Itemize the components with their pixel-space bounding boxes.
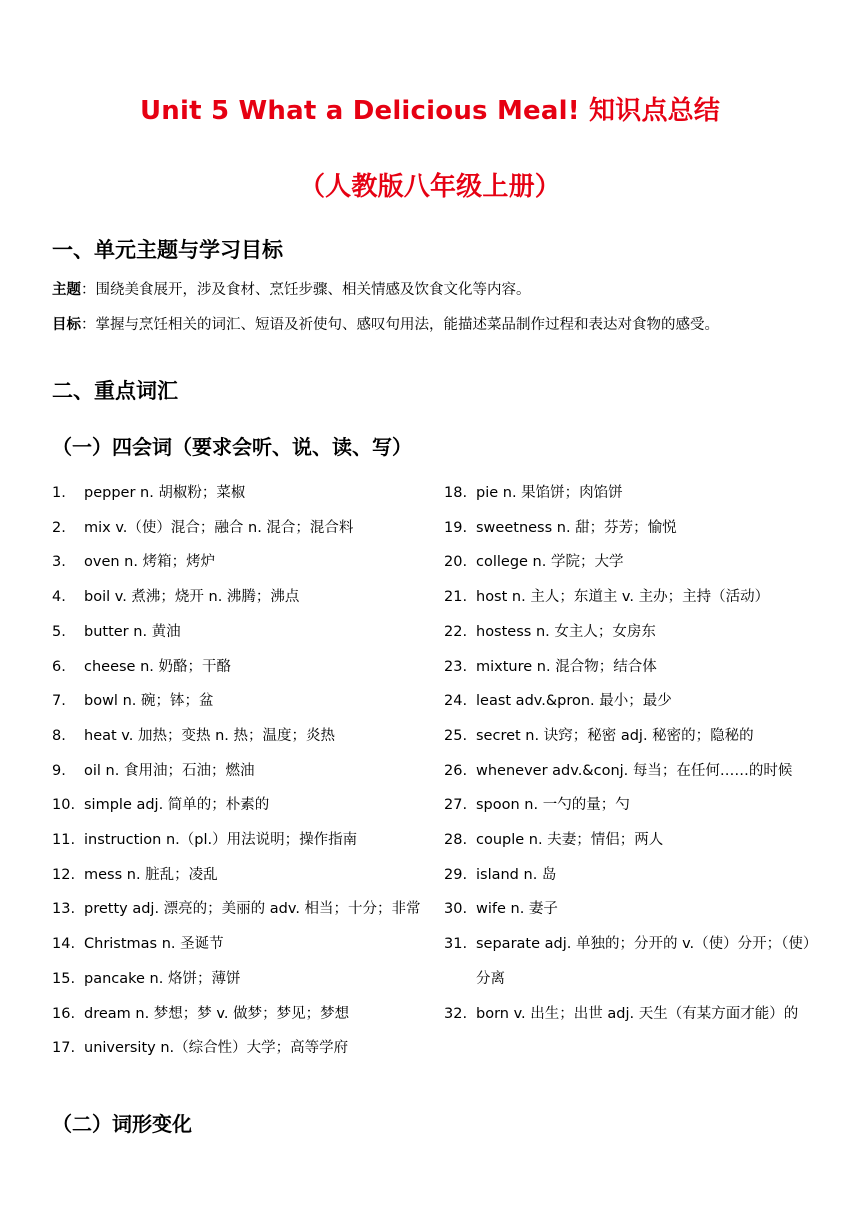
vocab-item — [444, 580, 820, 615]
vocab-item-number: 3. — [52, 554, 66, 571]
vocab-item-number: 23. — [444, 658, 468, 675]
vocab-item-text: hostess n. 女主人；女房东 — [476, 623, 656, 640]
vocab-item — [52, 545, 432, 580]
vocab-item — [52, 580, 432, 615]
vocab-item-number: 7. — [52, 693, 66, 710]
vocab-item-number: 14. — [52, 936, 76, 953]
vocab-item-number: 21. — [444, 589, 468, 606]
vocab-item-number: 24. — [444, 693, 468, 710]
vocab-item-text: born v. 出生；出世 adj. 天生（有某方面才能）的 — [476, 1005, 799, 1022]
vocab-item — [52, 858, 432, 893]
vocab-item — [444, 892, 820, 927]
vocab-item-number: 29. — [444, 866, 468, 883]
vocab-item — [444, 754, 820, 789]
vocab-item-text: boil v. 煮沸；烧开 n. 沸腾；沸点 — [84, 589, 300, 606]
vocab-item-text: university n.（综合性）大学；高等学府 — [84, 1040, 349, 1057]
vocab-item-text: bowl n. 碗；钵；盆 — [84, 693, 214, 710]
vocab-item — [52, 927, 432, 962]
vocab-item-number: 11. — [52, 832, 76, 849]
vocab-item-number: 6. — [52, 658, 66, 675]
document-subtitle: （人教版八年级上册） — [298, 172, 561, 202]
vocab-item-number: 28. — [444, 832, 468, 849]
theme-text: ：围绕美食展开，涉及食材、烹饪步骤、相关情感及饮食文化等内容。 — [81, 282, 531, 298]
vocab-item — [444, 615, 820, 650]
goal-line — [52, 315, 812, 335]
vocab-item-text: whenever adv.&conj. 每当；在任何……的时候 — [476, 762, 793, 779]
goal-label: 目标 — [52, 317, 81, 333]
vocab-item-text: wife n. 妻子 — [476, 901, 558, 918]
vocab-item — [52, 788, 432, 823]
vocab-item-text: mix v.（使）混合；融合 n. 混合；混合料 — [84, 519, 354, 536]
document-title: Unit 5 What a Delicious Meal! 知识点总结 — [139, 96, 721, 126]
vocab-item — [52, 615, 432, 650]
vocab-item — [52, 962, 432, 997]
vocab-item-number: 4. — [52, 589, 66, 606]
theme-label: 主题 — [52, 282, 81, 298]
vocab-item — [444, 545, 820, 580]
vocab-item-number: 17. — [52, 1040, 76, 1057]
subheading-word-forms: （二）词形变化 — [52, 1112, 192, 1136]
section-heading-goals: 一、单元主题与学习目标 — [52, 238, 283, 262]
vocab-item-text: oil n. 食用油；石油；燃油 — [84, 762, 255, 779]
vocab-item — [52, 1031, 432, 1066]
vocab-item-number: 26. — [444, 762, 468, 779]
vocab-item-text: oven n. 烤箱；烤炉 — [84, 554, 216, 571]
vocab-item-text: cheese n. 奶酪；干酪 — [84, 658, 231, 675]
vocab-item — [444, 823, 820, 858]
vocab-item-text: spoon n. 一勺的量；勺 — [476, 797, 630, 814]
vocab-item-number: 25. — [444, 727, 468, 744]
vocab-item-text: pancake n. 烙饼；薄饼 — [84, 970, 241, 987]
vocab-item-text: mixture n. 混合物；结合体 — [476, 658, 657, 675]
vocab-item — [52, 684, 432, 719]
vocab-list-left — [52, 476, 432, 1066]
vocab-item-text: butter n. 黄油 — [84, 623, 181, 640]
goal-text: ：掌握与烹饪相关的词汇、短语及祈使句、感叹句用法，能描述菜品制作过程和表达对食物的感受。 — [81, 317, 719, 333]
vocab-item-number: 32. — [444, 1005, 468, 1022]
vocab-item — [444, 927, 820, 996]
vocab-item — [52, 823, 432, 858]
vocab-item-number: 27. — [444, 797, 468, 814]
vocab-item — [444, 650, 820, 685]
vocab-item — [444, 858, 820, 893]
vocab-item — [444, 511, 820, 546]
vocab-item-number: 18. — [444, 485, 468, 501]
vocab-item-text: heat v. 加热；变热 n. 热；温度；炎热 — [84, 727, 335, 744]
vocab-item — [444, 476, 820, 511]
vocab-item — [444, 719, 820, 754]
vocab-item-number: 5. — [52, 623, 66, 640]
vocab-item-number: 22. — [444, 623, 468, 640]
vocab-item-number: 19. — [444, 519, 468, 536]
vocab-item — [52, 511, 432, 546]
vocab-item-text: instruction n.（pl.）用法说明；操作指南 — [84, 832, 358, 849]
vocab-item — [52, 719, 432, 754]
vocab-item-text: host n. 主人；东道主 v. 主办；主持（活动） — [476, 589, 770, 606]
vocab-item — [52, 892, 432, 927]
vocab-item-text: pretty adj. 漂亮的；美丽的 adv. 相当；十分；非常 — [84, 901, 421, 918]
vocab-item-number: 16. — [52, 1005, 76, 1022]
vocab-item-number: 2. — [52, 519, 66, 536]
vocab-item-number: 10. — [52, 797, 76, 814]
vocab-item-text: secret n. 诀窍；秘密 adj. 秘密的；隐秘的 — [476, 727, 754, 744]
vocab-item-text: mess n. 脏乱；凌乱 — [84, 866, 218, 883]
vocab-item-number: 15. — [52, 970, 76, 987]
vocab-item — [52, 754, 432, 789]
vocab-item-number: 13. — [52, 901, 76, 918]
vocab-item-number: 31. — [444, 936, 468, 953]
vocab-item-number: 20. — [444, 554, 468, 571]
vocab-item — [444, 684, 820, 719]
vocab-item-text: pie n. 果馅饼；肉馅饼 — [476, 485, 623, 501]
vocab-list-right — [444, 476, 820, 1031]
vocab-item-text: sweetness n. 甜；芬芳；愉悦 — [476, 519, 677, 536]
vocab-item — [52, 650, 432, 685]
vocab-item — [444, 997, 820, 1032]
theme-line — [52, 280, 812, 300]
vocab-item-text: separate adj. 单独的；分开的 v.（使）分开；（使）分离 — [476, 936, 818, 987]
vocab-item-text: pepper n. 胡椒粉；菜椒 — [84, 485, 246, 501]
section-heading-vocabulary: 二、重点词汇 — [52, 379, 178, 403]
vocab-item-text: dream n. 梦想；梦 v. 做梦；梦见；梦想 — [84, 1005, 350, 1022]
vocab-item — [52, 997, 432, 1032]
vocab-item-text: Christmas n. 圣诞节 — [84, 936, 224, 953]
subheading-four-skills-words: （一）四会词（要求会听、说、读、写） — [52, 435, 412, 459]
vocab-item-number: 12. — [52, 866, 76, 883]
vocab-item — [52, 476, 432, 511]
vocab-item-text: island n. 岛 — [476, 866, 557, 883]
vocab-item-number: 9. — [52, 762, 66, 779]
vocab-item-text: simple adj. 简单的；朴素的 — [84, 797, 270, 814]
vocab-item-text: couple n. 夫妻；情侣；两人 — [476, 832, 664, 849]
vocab-item-number: 1. — [52, 485, 66, 501]
vocab-item-text: college n. 学院；大学 — [476, 554, 624, 571]
vocab-item-number: 8. — [52, 727, 66, 744]
vocab-item-number: 30. — [444, 901, 468, 918]
vocab-item — [444, 788, 820, 823]
vocab-item-text: least adv.&pron. 最小；最少 — [476, 693, 672, 710]
